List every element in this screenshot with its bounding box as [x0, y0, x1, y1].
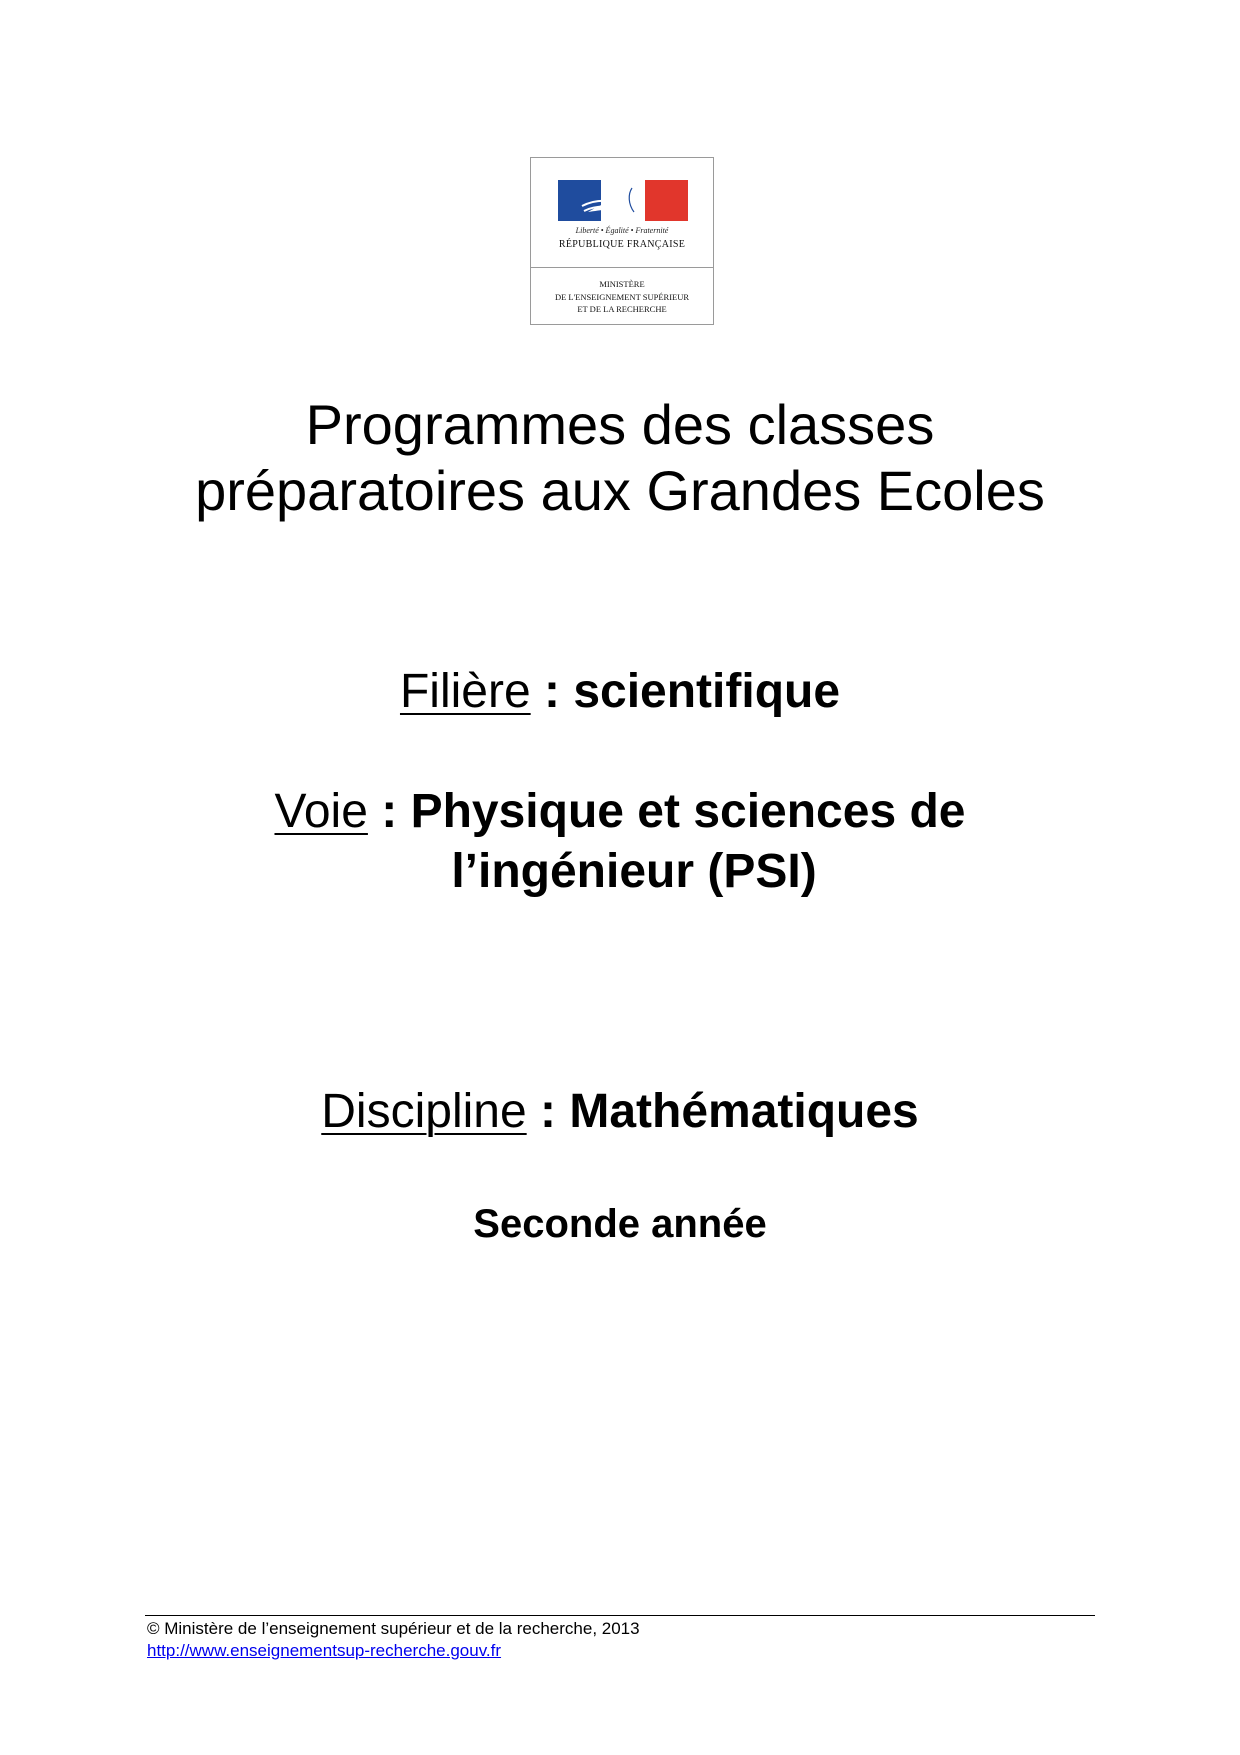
title-line-1: Programmes des classes: [305, 393, 935, 456]
voie-value-line-1: Physique et sciences de: [410, 785, 966, 838]
logo-ministry-line: ET DE LA RECHERCHE: [577, 304, 667, 314]
voie-label: Voie: [274, 785, 368, 838]
year-subtitle: Seconde année: [473, 1202, 767, 1246]
footer-copyright: © Ministère de l’enseignement supérieur et de la recherche, 2013: [147, 1619, 640, 1638]
discipline-label: Discipline: [321, 1085, 527, 1138]
footer-divider: [145, 1615, 1095, 1616]
discipline-value: Mathématiques: [569, 1085, 919, 1138]
document-title: [0, 392, 1240, 524]
logo-ministry: [531, 278, 713, 316]
voie-row: [0, 782, 1240, 902]
filiere-separator: :: [530, 665, 574, 718]
filiere-row: [0, 662, 1240, 722]
filiere-value: scientifique: [573, 665, 841, 718]
filiere-label: Filière: [399, 665, 531, 718]
discipline-separator: :: [526, 1085, 570, 1138]
discipline-row: [0, 1082, 1240, 1142]
marianne-flag-icon: [558, 180, 688, 221]
footer-website-link[interactable]: http://www.enseignementsup-recherche.gouv.fr: [147, 1641, 502, 1660]
logo-republic-block: [531, 158, 713, 268]
logo-ministry-line: DE L'ENSEIGNEMENT SUPÉRIEUR: [554, 291, 690, 302]
title-line-2: préparatoires aux Grandes Ecoles: [195, 459, 1045, 522]
logo-republic: RÉPUBLIQUE FRANÇAISE: [558, 239, 686, 250]
ministry-logo: [530, 157, 714, 325]
logo-motto: Liberté • Égalité • Fraternité: [575, 226, 669, 235]
voie-value-line-2: l’ingénieur (PSI): [451, 845, 817, 898]
logo-ministry-line: MINISTÈRE: [599, 279, 645, 289]
voie-separator: :: [367, 785, 411, 838]
